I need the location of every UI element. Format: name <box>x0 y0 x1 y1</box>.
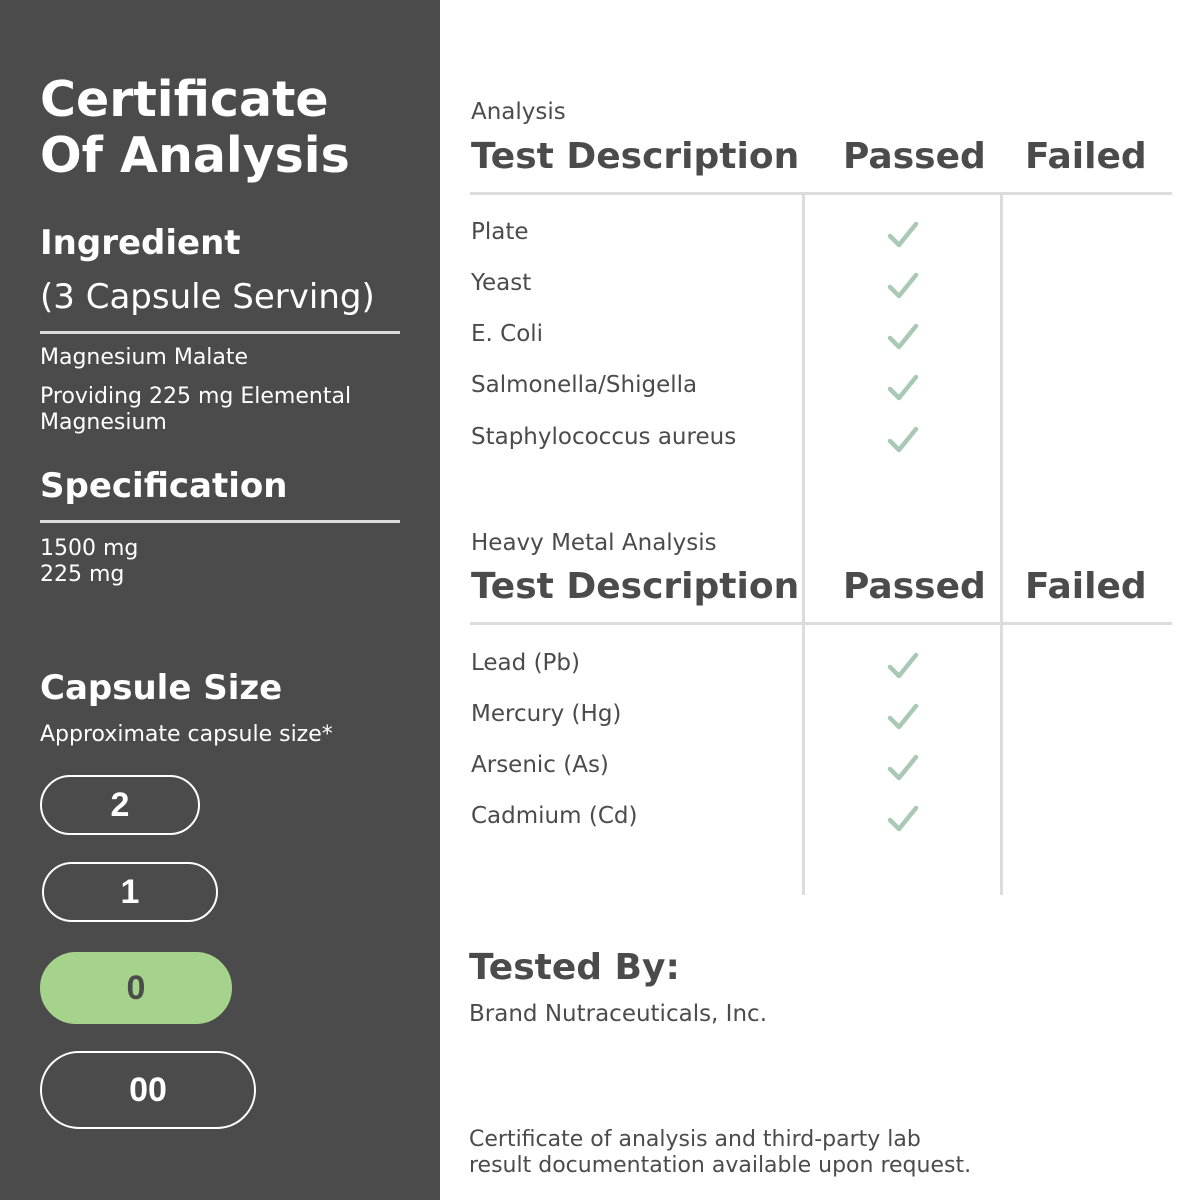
specification-heading: Specification <box>40 466 288 506</box>
cadmium-passed-checkmark-icon <box>886 802 920 836</box>
capsule-size-00[interactable]: 00 <box>40 1051 256 1129</box>
page-title <box>40 72 350 184</box>
heavy-metal-col-failed: Failed <box>1025 566 1147 607</box>
analysis-header-divider <box>470 192 1172 195</box>
analysis-row-plate: Plate <box>471 219 529 245</box>
analysis-col-test: Test Description <box>471 136 800 177</box>
spec-line-1: 1500 mg <box>40 536 139 561</box>
specification-divider <box>40 520 400 523</box>
passed-column-divider <box>802 195 805 895</box>
title-line-2: Of Analysis <box>40 127 350 184</box>
heavy-metal-col-passed: Passed <box>843 566 986 607</box>
failed-column-divider <box>1000 195 1003 895</box>
salmonella-passed-checkmark-icon <box>886 371 920 405</box>
arsenic-passed-checkmark-icon <box>886 751 920 785</box>
analysis-col-passed: Passed <box>843 136 986 177</box>
analysis-section-label: Analysis <box>471 99 566 125</box>
heavy-metal-section-label: Heavy Metal Analysis <box>471 530 717 556</box>
title-line-1: Certificate <box>40 71 329 128</box>
heavy-metal-row-cadmium: Cadmium (Cd) <box>471 803 638 829</box>
capsule-size-1[interactable]: 1 <box>42 862 218 922</box>
footer-line-2: result documentation available upon request. <box>469 1153 972 1178</box>
left-panel <box>0 0 440 1200</box>
analysis-col-failed: Failed <box>1025 136 1147 177</box>
heavy-metal-row-arsenic: Arsenic (As) <box>471 752 609 778</box>
ecoli-passed-checkmark-icon <box>886 320 920 354</box>
heavy-metal-row-mercury: Mercury (Hg) <box>471 701 622 727</box>
footer-line-1: Certificate of analysis and third-party lab <box>469 1127 921 1152</box>
heavy-metal-row-lead: Lead (Pb) <box>471 650 580 676</box>
analysis-row-ecoli: E. Coli <box>471 321 544 347</box>
analysis-row-yeast: Yeast <box>471 270 532 296</box>
mercury-passed-checkmark-icon <box>886 700 920 734</box>
ingredient-heading: Ingredient <box>40 223 241 263</box>
plate-passed-checkmark-icon <box>886 218 920 252</box>
tested-by-company: Brand Nutraceuticals, Inc. <box>469 1001 768 1027</box>
analysis-row-salmonella: Salmonella/Shigella <box>471 372 698 398</box>
heavy-metal-col-test: Test Description <box>471 566 800 607</box>
ingredient-divider <box>40 331 400 334</box>
heavy-metal-header-divider <box>470 622 1172 625</box>
capsule-size-heading: Capsule Size <box>40 668 283 708</box>
ingredient-line-1: Magnesium Malate <box>40 345 249 370</box>
staphylococcus-passed-checkmark-icon <box>886 423 920 457</box>
analysis-row-staphylococcus: Staphylococcus aureus <box>471 424 737 450</box>
ingredient-line-2: Providing 225 mg Elemental <box>40 384 352 409</box>
capsule-size-note: Approximate capsule size* <box>40 722 333 747</box>
capsule-size-0-selected[interactable]: 0 <box>40 952 232 1024</box>
spec-line-2: 225 mg <box>40 562 125 587</box>
yeast-passed-checkmark-icon <box>886 269 920 303</box>
ingredient-subheading: (3 Capsule Serving) <box>40 277 375 317</box>
ingredient-line-3: Magnesium <box>40 410 167 435</box>
lead-passed-checkmark-icon <box>886 649 920 683</box>
tested-by-heading: Tested By: <box>469 947 680 988</box>
capsule-size-2[interactable]: 2 <box>40 775 200 835</box>
